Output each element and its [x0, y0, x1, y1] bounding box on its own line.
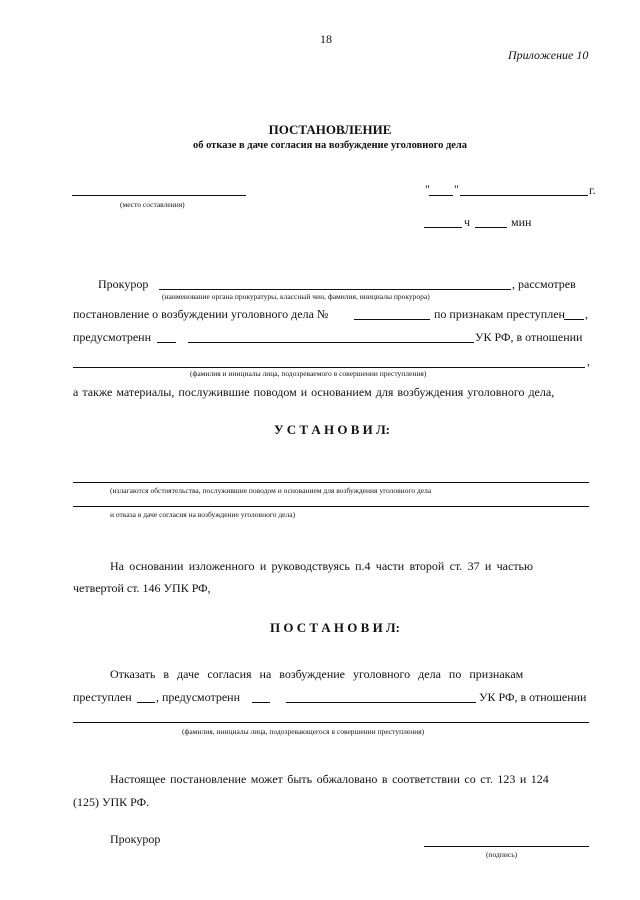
signature-prosecutor-label: Прокурор [110, 832, 161, 846]
resolved-line-1: Отказать в даче согласия на возбуждение уголовного дела по признакам [110, 667, 524, 681]
appeal-line-2: (125) УПК РФ. [73, 795, 150, 809]
resolved-suspect-field[interactable] [73, 722, 589, 723]
circumstances-field-2[interactable] [73, 506, 589, 507]
crime-ending-field[interactable] [564, 319, 584, 320]
provided-text: предусмотренн [73, 330, 152, 344]
appeal-line-1: Настоящее постановление может быть обжаловано в соответствии со ст. 123 и 124 [110, 772, 549, 786]
circumstances-field-1[interactable] [73, 482, 589, 483]
circumstances-caption-2: и отказа в даче согласия на возбуждение уголовного дела) [110, 510, 296, 519]
date-day-field[interactable] [429, 195, 453, 196]
document-subtitle: об отказе в даче согласия на возбуждение уголовного дела [192, 140, 468, 151]
resolved-article-field[interactable] [286, 702, 476, 703]
signs-end: , [585, 307, 588, 321]
basis-line-2: четвертой ст. 146 УПК РФ, [73, 581, 211, 595]
date-month-year-field[interactable] [460, 195, 588, 196]
year-suffix: г. [589, 183, 596, 197]
resolved-provided-ending-field[interactable] [252, 702, 270, 703]
basis-line-1: На основании изложенного и руководствуясь п.4 части второй ст. 37 и частью [110, 559, 533, 573]
resolved-heading: П О С Т А Н О В И Л: [270, 620, 400, 635]
signature-field[interactable] [424, 846, 589, 847]
suspect-comma: , [587, 354, 590, 368]
resolved-suspect-caption: (фамилия, инициалы лица, подозревающегося в совершении преступления) [182, 727, 425, 736]
resolved-crime-text: преступлен [73, 690, 132, 704]
reviewed-text: , рассмотрев [512, 277, 576, 291]
date-quote-close: " [454, 182, 459, 196]
time-hours-field[interactable] [424, 227, 462, 228]
decision-prefix: постановление о возбуждении уголовного дела № [73, 307, 329, 321]
signature-caption: (подпись) [486, 850, 518, 859]
uk-reference: УК РФ, в отношении [475, 330, 583, 344]
circumstances-caption-1: (излагаются обстоятельства, послужившие поводом и основанием для возбуждения уголовного дела [110, 486, 432, 495]
place-caption: (место составления) [120, 200, 185, 209]
page-number: 18 [320, 32, 332, 46]
established-heading: У С Т А Н О В И Л: [274, 422, 391, 437]
intro-prosecutor-label: Прокурор [98, 277, 149, 291]
article-field[interactable] [188, 342, 474, 343]
date-quote-open: " [425, 182, 430, 196]
appendix-label: Приложение 10 [508, 48, 589, 62]
resolved-uk-reference: УК РФ, в отношении [479, 690, 587, 704]
resolved-provided-text: , предусмотренн [156, 690, 241, 704]
signs-text: по признакам преступлен [434, 307, 565, 321]
suspect-field[interactable] [73, 367, 585, 368]
minutes-suffix: мин [511, 215, 532, 229]
prosecutor-field[interactable] [159, 289, 511, 290]
prosecutor-caption: (наименование органа прокуратуры, классный чин, фамилия, инициалы прокурора) [162, 292, 430, 301]
hours-suffix: ч [464, 215, 471, 229]
document-title: ПОСТАНОВЛЕНИЕ [268, 122, 392, 137]
case-number-field[interactable] [354, 319, 430, 320]
provided-ending-field[interactable] [157, 342, 176, 343]
resolved-crime-ending-field[interactable] [137, 702, 155, 703]
time-minutes-field[interactable] [475, 227, 507, 228]
materials-text: а также материалы, послужившие поводом и основанием для возбуждения уголовного дела, [73, 385, 555, 399]
place-field[interactable] [72, 195, 246, 196]
suspect-caption: (фамилия и инициалы лица, подозреваемого в совершении преступления) [190, 369, 427, 378]
